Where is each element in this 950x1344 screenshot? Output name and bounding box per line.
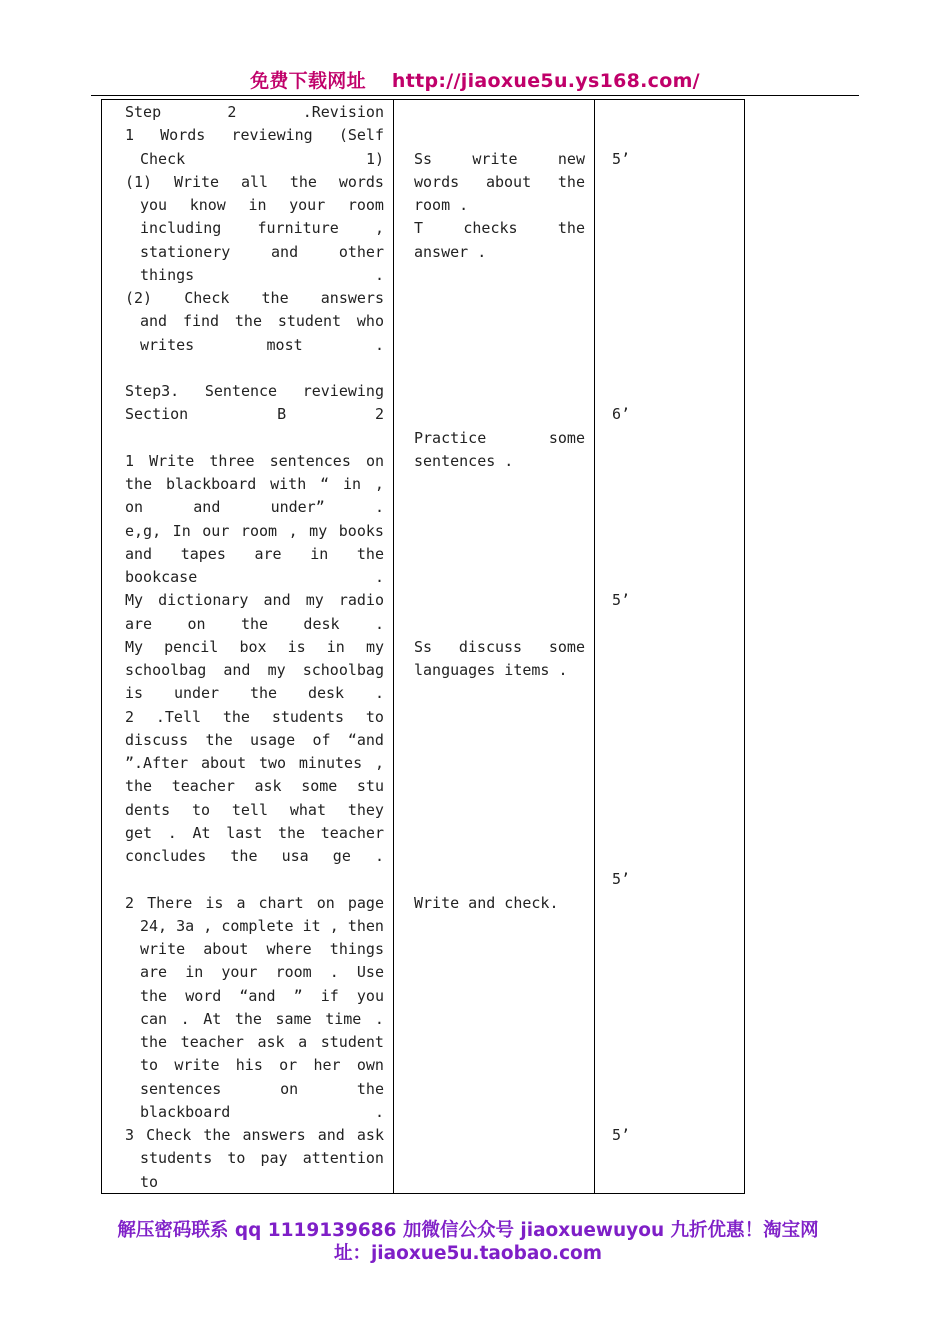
procedure-line: is under the desk . bbox=[125, 684, 384, 703]
procedure-line: concludes the usa ge . bbox=[125, 847, 384, 865]
footer-line-1: 解压密码联系 qq 1119139686 加微信公众号 jiaoxuewuyou 九折优惠！淘宝网 bbox=[117, 1220, 819, 1241]
procedure-line: stationery and other bbox=[140, 242, 384, 261]
procedure-line: to bbox=[140, 1172, 159, 1191]
procedure-line: can . At the same time . bbox=[140, 1009, 384, 1028]
header-title: 免费下载网址 bbox=[250, 70, 366, 92]
activity-line: words about the bbox=[414, 172, 585, 191]
procedure-line: schoolbag and my schoolbag bbox=[125, 661, 384, 679]
procedure-line: the teacher ask some stu bbox=[125, 777, 384, 796]
procedure-line: are on the desk . bbox=[125, 614, 384, 633]
procedure-line: students to pay attention bbox=[140, 1149, 384, 1168]
activity-line: languages items . bbox=[414, 661, 568, 679]
procedure-line: the word “and ” if you bbox=[140, 986, 384, 1005]
page-footer bbox=[88, 1219, 848, 1265]
procedure-line: including furniture , bbox=[140, 219, 384, 238]
activity-line: Practice some bbox=[414, 428, 585, 447]
activity-line: Write and check. bbox=[414, 893, 559, 912]
procedure-line: get . At last the teacher bbox=[125, 823, 384, 842]
procedure-line: (2) Check the answers bbox=[125, 289, 384, 307]
procedure-line: 1 Write three sentences on bbox=[125, 451, 384, 470]
time-allotment: 5’ bbox=[612, 1126, 631, 1144]
activity-line: answer . bbox=[414, 242, 487, 261]
procedure-line: 3 Check the answers and ask bbox=[125, 1126, 384, 1144]
column-divider-1 bbox=[393, 100, 394, 1193]
procedure-line: on and under” . bbox=[125, 498, 384, 517]
procedure-line: My dictionary and my radio bbox=[125, 591, 384, 610]
procedure-line: the blackboard with “ in , bbox=[125, 475, 384, 493]
time-allotment: 5’ bbox=[612, 149, 631, 168]
procedure-line: 2 .Tell the students to bbox=[125, 707, 384, 726]
procedure-line: discuss the usage of “and bbox=[125, 730, 384, 749]
page-header bbox=[0, 66, 950, 93]
header-url-link[interactable]: http://jiaoxue5u.ys168.com/ bbox=[391, 70, 700, 92]
time-allotment: 5’ bbox=[612, 870, 631, 889]
procedure-line: Check 1) bbox=[140, 149, 384, 168]
footer-line-2: 址：jiaoxue5u.taobao.com bbox=[333, 1243, 603, 1264]
procedure-line: blackboard . bbox=[140, 1102, 384, 1121]
procedure-line: 1 Words reviewing (Self bbox=[125, 126, 384, 145]
procedure-line: bookcase . bbox=[125, 568, 384, 586]
activity-line: Ss discuss some bbox=[414, 637, 585, 656]
column-divider-2 bbox=[594, 100, 595, 1193]
activity-line: T checks the bbox=[414, 219, 585, 238]
procedure-line: Step3. Sentence reviewing bbox=[125, 382, 384, 400]
procedure-line: My pencil box is in my bbox=[125, 637, 384, 656]
procedure-line: and find the student who bbox=[140, 312, 384, 331]
procedure-line: writes most . bbox=[140, 335, 384, 354]
procedure-line: 2 There is a chart on page bbox=[125, 893, 384, 912]
procedure-line: (1) Write all the words bbox=[125, 172, 384, 191]
procedure-line: and tapes are in the bbox=[125, 544, 384, 563]
lesson-table bbox=[101, 99, 745, 1194]
procedure-line: the teacher ask a student bbox=[140, 1033, 384, 1051]
procedure-line: e,g, In our room , my books bbox=[125, 521, 384, 540]
procedure-line: sentences on the bbox=[140, 1079, 384, 1098]
procedure-line: are in your room . Use bbox=[140, 963, 384, 982]
activity-line: sentences . bbox=[414, 451, 514, 470]
procedure-line: to write his or her own bbox=[140, 1056, 384, 1075]
time-allotment: 6’ bbox=[612, 405, 631, 424]
activity-line: room . bbox=[414, 196, 469, 214]
procedure-line: Section B 2 bbox=[125, 405, 384, 424]
procedure-line: things . bbox=[140, 265, 384, 284]
procedure-line: write about where things bbox=[140, 940, 384, 958]
procedure-line: ”.After about two minutes , bbox=[125, 754, 384, 772]
header-rule bbox=[91, 95, 859, 96]
procedure-line: Step 2 .Revision bbox=[125, 103, 384, 121]
procedure-line: 24, 3a , complete it , then bbox=[140, 916, 384, 935]
time-allotment: 5’ bbox=[612, 591, 631, 610]
procedure-line: dents to tell what they bbox=[125, 800, 384, 819]
activity-line: Ss write new bbox=[414, 149, 585, 168]
procedure-line: you know in your room bbox=[140, 196, 384, 214]
